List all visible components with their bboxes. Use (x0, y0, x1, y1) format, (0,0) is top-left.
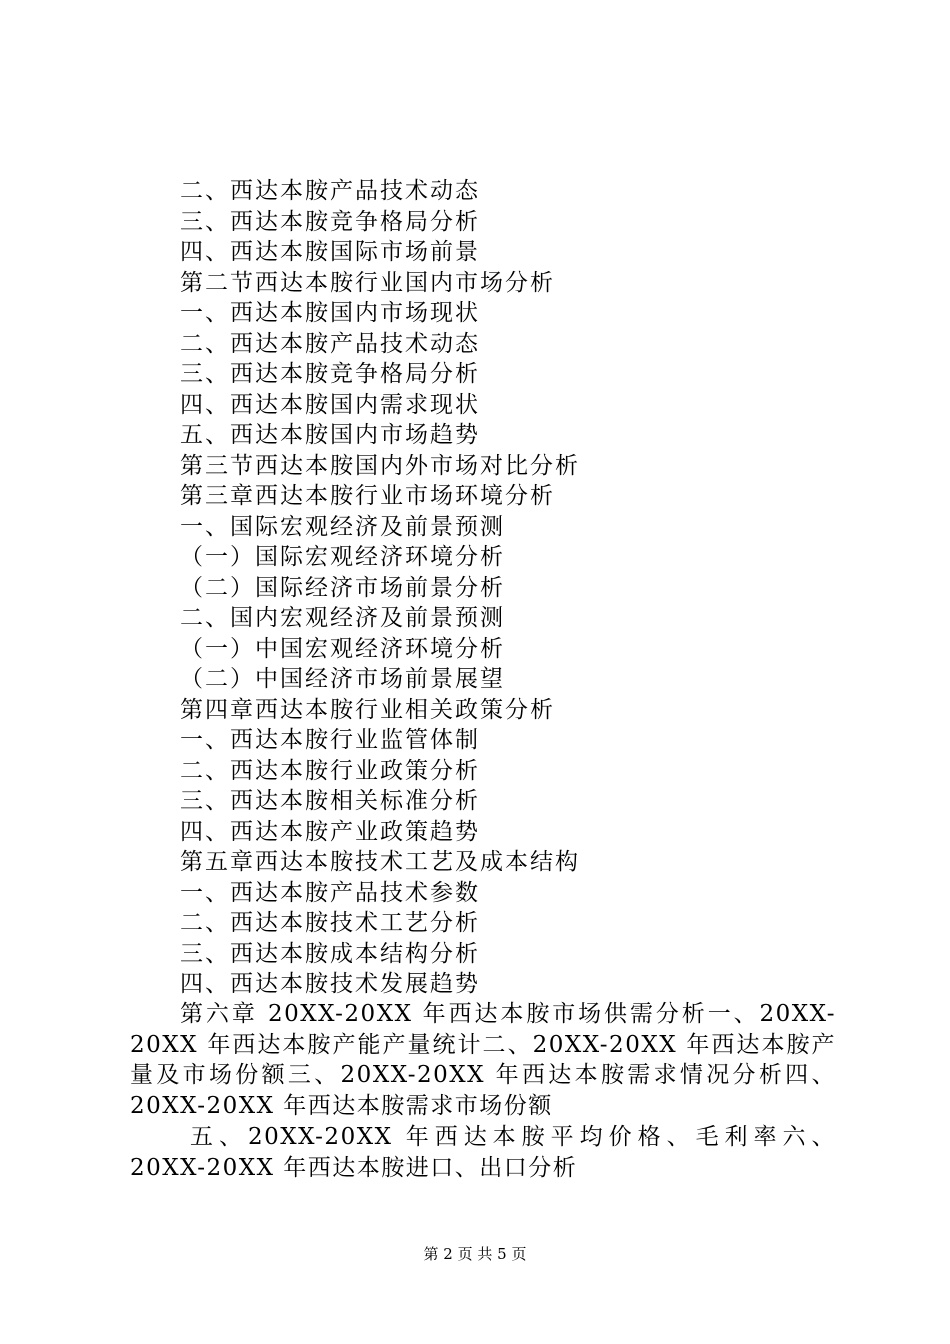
toc-line: 三、西达本胺成本结构分析 (180, 940, 480, 967)
toc-line: （一）中国宏观经济环境分析 (180, 635, 505, 662)
toc-line: （二）中国经济市场前景展望 (180, 666, 505, 692)
toc-line: 二、西达本胺行业政策分析 (180, 757, 480, 784)
toc-line: 一、西达本胺行业监管体制 (180, 727, 480, 753)
table-of-contents (180, 176, 860, 1000)
toc-line: 三、西达本胺相关标准分析 (180, 788, 480, 814)
toc-line: （一）国际宏观经济环境分析 (180, 544, 505, 570)
toc-line: 二、国内宏观经济及前景预测 (180, 605, 505, 631)
toc-line: 四、西达本胺国际市场前景 (180, 239, 480, 265)
page-footer: 第 2 页 共 5 页 (423, 1245, 527, 1263)
toc-line: 二、西达本胺产品技术动态 (180, 178, 480, 204)
toc-line: 一、西达本胺国内市场现状 (180, 300, 480, 326)
toc-line: 第四章西达本胺行业相关政策分析 (180, 696, 555, 723)
toc-line: （二）国际经济市场前景分析 (180, 574, 505, 601)
toc-line: 四、西达本胺技术发展趋势 (180, 971, 480, 997)
toc-line: 一、国际宏观经济及前景预测 (180, 513, 505, 540)
toc-line: 三、西达本胺竞争格局分析 (180, 208, 480, 235)
toc-line: 第三节西达本胺国内外市场对比分析 (180, 452, 580, 479)
toc-line: 二、西达本胺技术工艺分析 (180, 910, 480, 936)
toc-line: 四、西达本胺产业政策趋势 (180, 818, 480, 845)
chapter-six-paragraph: 第六章 20XX-20XX 年西达本胺市场供需分析一、20XX-20XX 年西达本胺产能产量统计二、20XX-20XX 年西达本胺产量及市场份额三、20XX-20XX 年西达本胺需求情况分析四、20XX-20XX 年西达本胺需求市场份额 (130, 1001, 836, 1119)
price-import-export-paragraph: 五、20XX-20XX 年西达本胺平均价格、毛利率六、20XX-20XX 年西达本胺进口、出口分析 (130, 1124, 836, 1181)
toc-line: 二、西达本胺产品技术动态 (180, 330, 480, 357)
toc-line: 第二节西达本胺行业国内市场分析 (180, 269, 555, 296)
toc-line: 三、西达本胺竞争格局分析 (180, 361, 480, 387)
toc-line: 第三章西达本胺行业市场环境分析 (180, 483, 555, 509)
toc-line: 一、西达本胺产品技术参数 (180, 879, 480, 906)
toc-line: 四、西达本胺国内需求现状 (180, 391, 480, 418)
toc-line: 五、西达本胺国内市场趋势 (180, 422, 480, 448)
toc-line: 第五章西达本胺技术工艺及成本结构 (180, 849, 580, 875)
